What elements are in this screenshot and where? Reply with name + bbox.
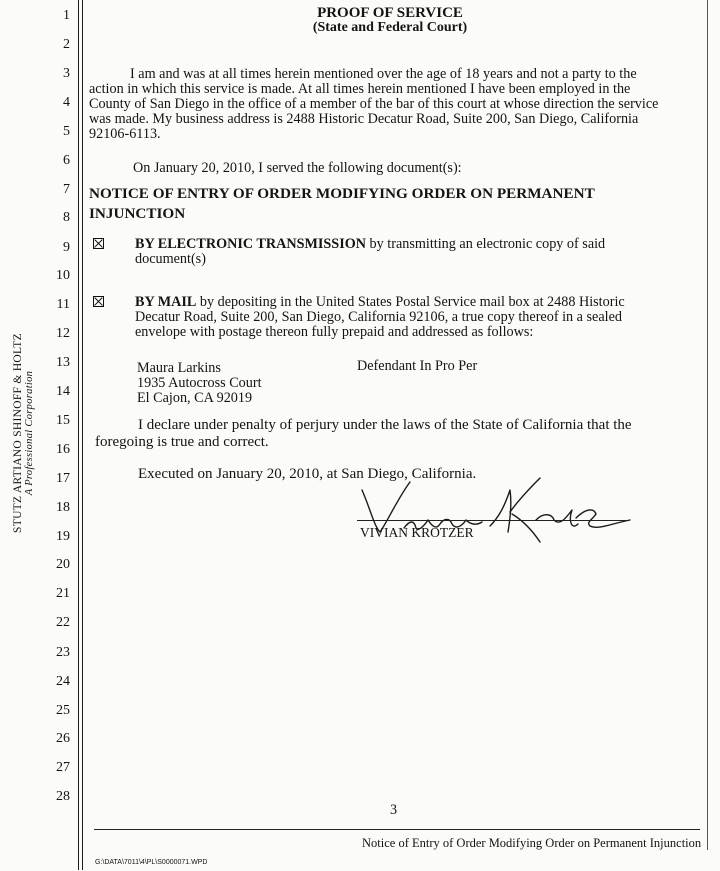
line-number: 8: [63, 210, 70, 225]
mail-line-2: Decatur Road, Suite 200, San Diego, California 92106, a true copy thereof in a sealed: [135, 309, 622, 325]
paragraph-line: was made. My business address is 2488 Historic Decatur Road, Suite 200, San Diego, California: [89, 111, 639, 127]
firm-subtitle: A Professional Corporation: [24, 370, 35, 496]
line-number: 18: [56, 500, 70, 515]
line-number: 4: [63, 95, 70, 110]
electronic-transmission-line: [135, 236, 605, 252]
recipient-street: 1935 Autocross Court: [137, 375, 262, 391]
firm-name: STUTZ ARTIANO SHINOFF & HOLTZ: [12, 333, 24, 533]
recipient-city: El Cajon, CA 92019: [137, 390, 253, 406]
line-number: 24: [56, 674, 70, 689]
page-number: 3: [390, 802, 398, 818]
left-margin-rule-2: [82, 0, 83, 870]
declaration-line: I declare under penalty of perjury under the laws of the State of California that the: [138, 417, 632, 433]
line-number: 17: [56, 471, 70, 486]
line-number: 25: [56, 703, 70, 718]
line-number: 1: [63, 8, 70, 23]
line-number: 28: [56, 789, 70, 804]
executed-statement: Executed on January 20, 2010, at San Diego, California.: [138, 466, 477, 482]
mail-description: by depositing in the United States Postal Service mail box at 2488 Historic: [196, 294, 625, 310]
footer-document-title: Notice of Entry of Order Modifying Order on Permanent Injunction: [362, 836, 702, 850]
file-path: G:\DATA\7011\4\PL\S0000071.WPD: [95, 859, 208, 866]
line-number: 23: [56, 645, 70, 660]
line-number: 20: [56, 557, 70, 572]
document-subheading: (State and Federal Court): [312, 20, 468, 35]
line-number: 10: [56, 268, 70, 283]
recipient-role: Defendant In Pro Per: [357, 358, 478, 374]
line-number: 21: [56, 586, 70, 601]
signature-line: [357, 520, 629, 521]
signer-name: VIVIAN KROTZER: [360, 525, 474, 540]
line-number: 14: [56, 384, 70, 399]
electronic-checkbox-checked: [93, 238, 104, 249]
electronic-method: BY ELECTRONIC TRANSMISSION: [135, 236, 366, 252]
mail-checkbox-checked: [93, 296, 104, 307]
mail-method: BY MAIL: [135, 294, 197, 310]
right-margin-rule: [707, 0, 708, 850]
served-statement: On January 20, 2010, I served the following document(s):: [133, 160, 462, 176]
line-number: 26: [56, 731, 70, 746]
line-number: 3: [63, 66, 70, 81]
recipient-name: Maura Larkins: [137, 360, 221, 376]
line-number: 7: [63, 182, 70, 197]
mail-line: [135, 294, 625, 310]
line-number: 15: [56, 413, 70, 428]
line-number: 9: [63, 240, 70, 255]
declaration-line-2: foregoing is true and correct.: [95, 434, 269, 450]
line-number: 6: [63, 153, 70, 168]
footer-rule: [94, 829, 700, 830]
paragraph-line: 92106-6113.: [89, 126, 161, 142]
line-number: 11: [56, 297, 70, 312]
paragraph-line: action in which this service is made. At all times herein mentioned I have been employed in the: [89, 81, 631, 97]
line-number: 5: [63, 124, 70, 139]
paragraph-line: I am and was at all times herein mentioned over the age of 18 years and not a party to the: [130, 66, 637, 82]
served-document-title: NOTICE OF ENTRY OF ORDER MODIFYING ORDER ON PERMANENT: [89, 185, 595, 202]
mail-line-3: envelope with postage thereon fully prepaid and addressed as follows:: [135, 324, 534, 340]
line-number: 12: [56, 326, 70, 341]
paragraph-line: County of San Diego in the office of a member of the bar of this court at whose direction the service: [89, 96, 659, 112]
line-number: 2: [63, 37, 70, 52]
left-margin-rule-1: [78, 0, 79, 870]
line-number: 19: [56, 529, 70, 544]
line-number: 27: [56, 760, 70, 775]
line-number: 16: [56, 442, 70, 457]
electronic-description: by transmitting an electronic copy of said: [366, 236, 606, 252]
line-number: 13: [56, 355, 70, 370]
document-heading: PROOF OF SERVICE: [317, 5, 463, 21]
electronic-transmission-line-2: document(s): [135, 251, 206, 267]
firm-name-vertical: [12, 283, 36, 583]
served-document-title-cont: INJUNCTION: [89, 205, 186, 222]
line-number: 22: [56, 615, 70, 630]
